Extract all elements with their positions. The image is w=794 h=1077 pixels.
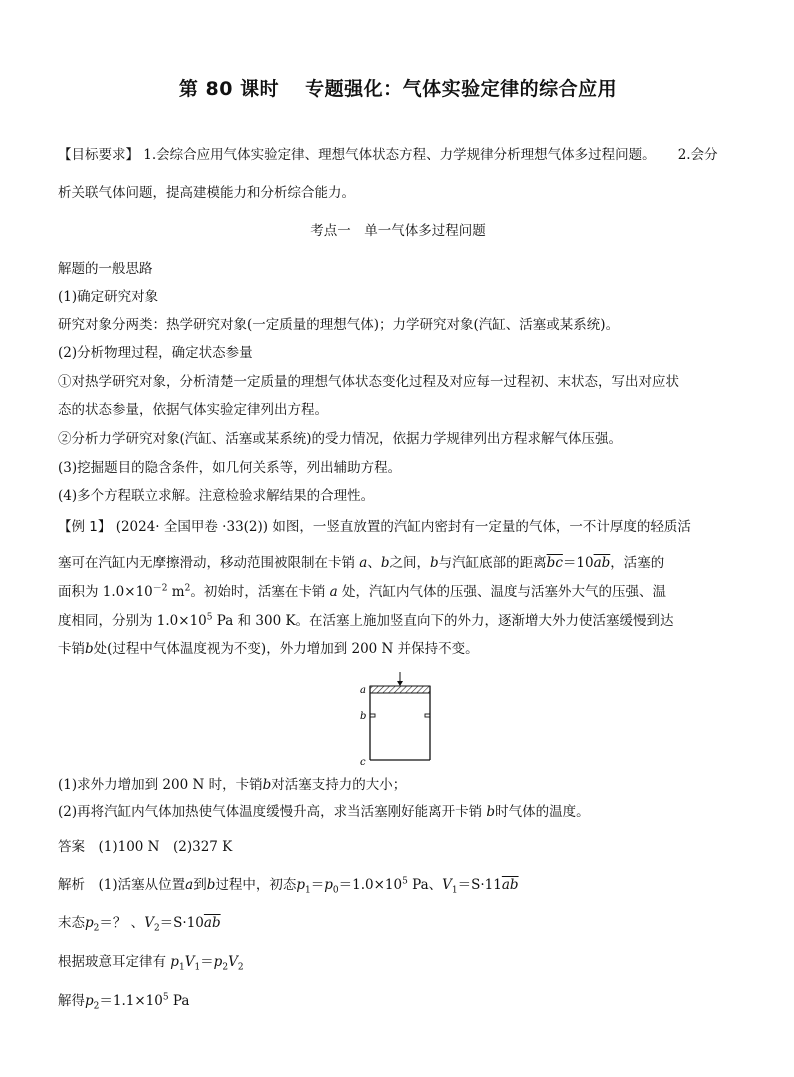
goal-line-1: 【目标要求】 1.会综合应用气体实验定律、理想气体状态方程、力学规律分析理想气体多过程问题。 2.会分 (58, 147, 718, 163)
step-2-item-2: ②分析力学研究对象(汽缸、活塞或某系统)的受力情况，依据力学规律列出方程求解气体压强。 (58, 431, 623, 447)
analysis-line-4: 解得$p_2=1.1\times 10^5$ Pa (58, 992, 190, 1012)
step-2: (2)分析物理过程，确定状态参量 (58, 345, 253, 361)
pin-b-left (370, 714, 375, 717)
answer: 答案 (1)100 N (2)327 K (58, 839, 233, 855)
pin-b-right (425, 714, 430, 717)
lesson-number: 第 80 课时 (178, 78, 280, 100)
method-heading: 解题的一般思路 (58, 261, 153, 277)
question-2: (2)再将汽缸内气体加热使气体温度缓慢升高，求当活塞刚好能离开卡销 b时气体的温度。 (58, 804, 590, 820)
example-line-2: 塞可在汽缸内无摩擦滑动，移动范围被限制在卡销 a、b之间，b与汽缸底部的距离$\overline{bc}=10\overline{ab}$，活塞的 (58, 555, 665, 571)
example-line-4: 度相同，分别为 $1.0\times 10^5$ Pa 和 300 K。在活塞上施加竖直向下的外力，逐渐增大外力使活塞缓慢到达 (58, 612, 674, 629)
label-c: c (360, 757, 366, 768)
label-a: a (360, 685, 366, 696)
piston (370, 686, 430, 693)
step-2-item-1-cont: 态的状态参量，依据气体实验定律列出方程。 (58, 402, 328, 418)
question-1: (1)求外力增加到 200 N 时，卡销b对活塞支持力的大小； (58, 777, 407, 793)
goal-line-2: 析关联气体问题，提高建模能力和分析综合能力。 (58, 185, 355, 201)
force-arrow (397, 672, 403, 686)
section-heading: 考点一 单一气体多过程问题 (310, 223, 486, 239)
example-tag: 【例 1】 (58, 519, 112, 535)
cylinder-walls (370, 686, 430, 760)
analysis-line-1: 解析 (1)活塞从位置a到b过程中，初态$p_1=p_0=1.0\times 10^5$ Pa、$V_1=S\cdot 11\overline{ab}$ (58, 876, 519, 896)
step-4: (4)多个方程联立求解。注意检验求解结果的合理性。 (58, 488, 375, 504)
step-2-item-1: ①对热学研究对象，分析清楚一定质量的理想气体状态变化过程及对应每一过程初、末状态，写出对应状 (58, 374, 679, 390)
step-3: (3)挖掘题目的隐含条件，如几何关系等，列出辅助方程。 (58, 460, 402, 476)
analysis-line-2: 末态$p_2=$？ 、$V_2=S\cdot 10\overline{ab}$ (58, 915, 221, 934)
example-line-5: 卡销b处(过程中气体温度视为不变)，外力增加到 200 N 并保持不变。 (58, 641, 479, 657)
step-1: (1)确定研究对象 (58, 289, 159, 305)
goal-tag: 【目标要求】 (58, 147, 139, 163)
analysis-line-3: 根据玻意耳定律有 $p_1V_1=p_2V_2$ (58, 954, 244, 973)
page-title (58, 74, 738, 101)
example-line-3: 面积为 $1.0\times 10^{-2}$ $m^2$。初始时，活塞在卡销 a 处，汽缸内气体的压强、温度与活塞外大气的压强、温 (58, 583, 666, 600)
analysis-tag: 解析 (58, 877, 85, 893)
step-1-text: 研究对象分两类：热学研究对象(一定质量的理想气体)；力学研究对象(汽缸、活塞或某系统)。 (58, 317, 620, 333)
answer-tag: 答案 (58, 839, 85, 855)
lesson-topic: 专题强化：气体实验定律的综合应用 (305, 78, 618, 100)
example-line-1: 【例 1】 (2024· 全国甲卷 ·33(2)) 如图，一竖直放置的汽缸内密封有一定量的气体，一不计厚度的轻质活 (58, 519, 691, 535)
label-b: b (360, 711, 367, 722)
cylinder-diagram (358, 672, 498, 768)
